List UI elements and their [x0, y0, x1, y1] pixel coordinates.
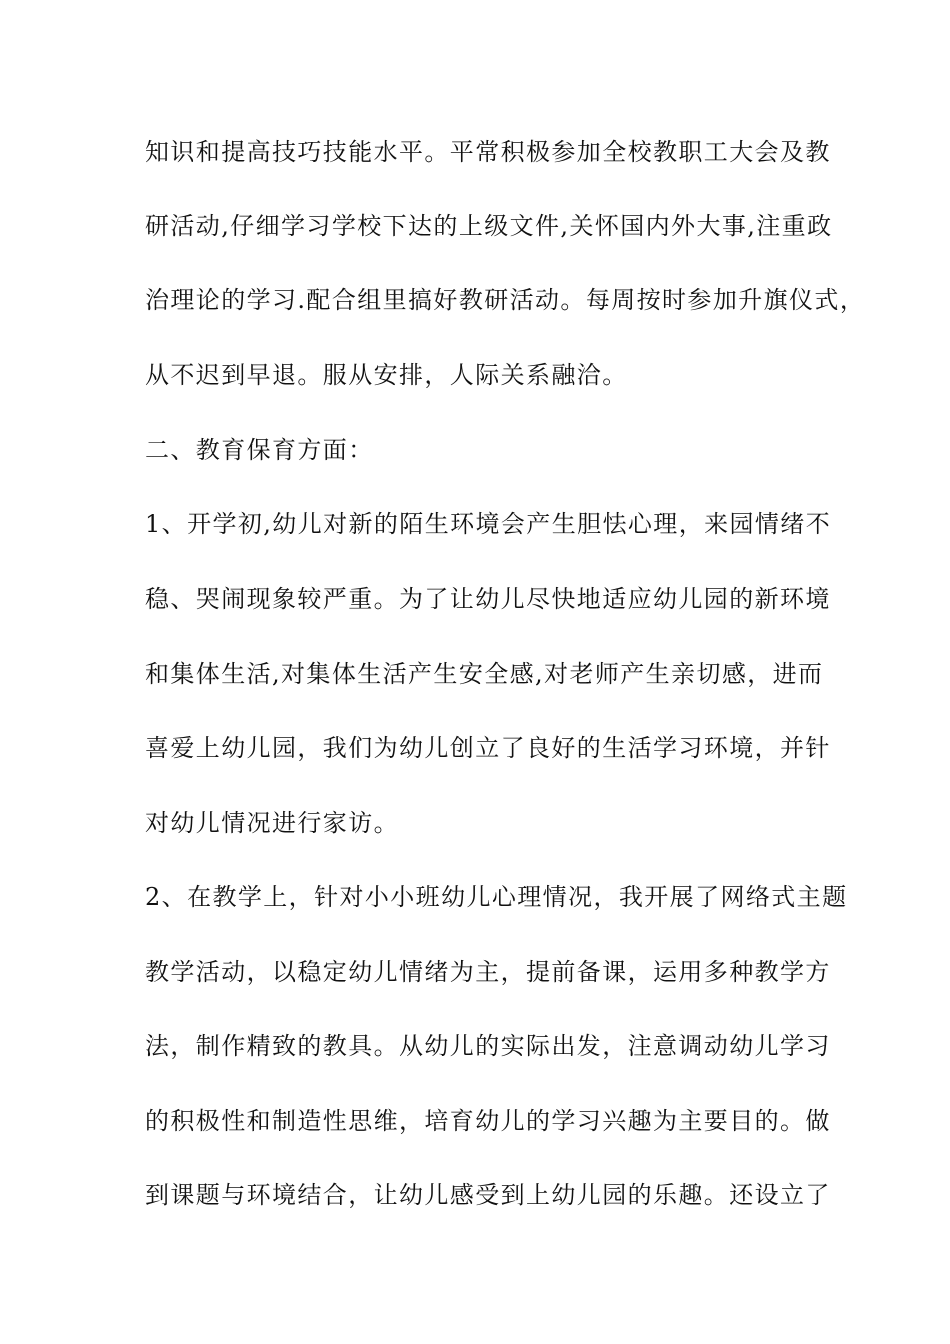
- text-line: 治理论的学习.配合组里搞好教研活动。每周按时参加升旗仪式，: [145, 286, 866, 314]
- text-line: 稳、哭闹现象较严重。为了让幼儿尽快地适应幼儿园的新环境: [145, 585, 831, 613]
- text-line: 1、开学初,幼儿对新的陌生环境会产生胆怯心理，来园情绪不: [145, 510, 832, 538]
- text-line: 教学活动，以稳定幼儿情绪为主，提前备课，运用多种教学方: [145, 958, 831, 986]
- text-line: 法，制作精致的教具。从幼儿的实际出发，注意调动幼儿学习: [145, 1032, 831, 1060]
- text-line: 和集体生活,对集体生活产生安全感,对老师产生亲切感，进而: [145, 660, 824, 688]
- text-line: 从不迟到早退。服从安排，人际关系融洽。: [145, 361, 628, 389]
- text-line: 喜爱上幼儿园，我们为幼儿创立了良好的生活学习环境，并针: [145, 734, 831, 762]
- section-heading: 二、教育保育方面：: [145, 436, 374, 464]
- text-line: 研活动,仔细学习学校下达的上级文件,关怀国内外大事,注重政: [145, 212, 833, 240]
- text-line: 知识和提高技巧技能水平。平常积极参加全校教职工大会及教: [145, 138, 831, 166]
- text-line: 对幼儿情况进行家访。: [145, 809, 399, 837]
- text-line: 的积极性和制造性思维，培育幼儿的学习兴趣为主要目的。做: [145, 1107, 831, 1135]
- text-line: 2、在教学上，针对小小班幼儿心理情况，我开展了网络式主题: [145, 883, 848, 911]
- text-line: 到课题与环境结合，让幼儿感受到上幼儿园的乐趣。还设立了: [145, 1181, 831, 1209]
